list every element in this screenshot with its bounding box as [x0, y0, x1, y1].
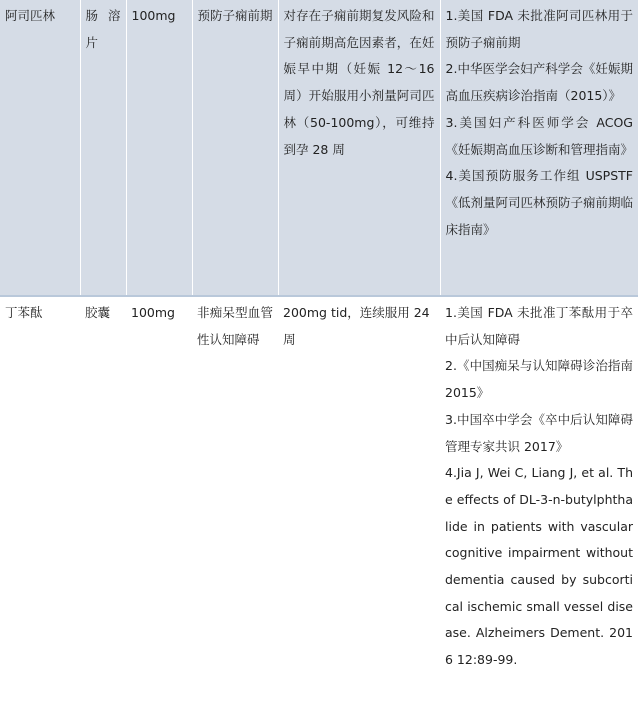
table-row [0, 0, 638, 296]
usage-cell: 200mg tid，连续服用 24 周 [278, 296, 440, 676]
drug-name-cell: 阿司匹林 [0, 0, 80, 296]
usage-cell: 对存在子痫前期复发风险和子痫前期高危因素者，在妊娠早中期（妊娠 12～16 周）开始服用小剂量阿司匹林（50-100mg），可维持到孕 28 周 [278, 0, 440, 296]
references-cell [440, 296, 638, 676]
table-row [0, 296, 638, 676]
reference-item: 1.美国 FDA 未批准丁苯酞用于卒中后认知障碍 [445, 305, 633, 347]
indication-cell: 预防子痫前期 [192, 0, 278, 296]
reference-item: 3.中国卒中学会《卒中后认知障碍管理专家共识 2017》 [445, 411, 633, 454]
dosage-form-cell: 胶囊 [80, 296, 126, 676]
dosage-form-cell: 肠溶片 [80, 0, 126, 296]
references-cell [440, 0, 638, 296]
drug-name-cell: 丁苯酞 [0, 296, 80, 676]
reference-item: 2.《中国痴呆与认知障碍诊治指南 2015》 [445, 358, 633, 401]
dose-cell: 100mg [126, 296, 192, 676]
reference-item: 2.中华医学会妇产科学会《妊娠期高血压疾病诊治指南（2015）》 [445, 61, 633, 104]
dose-cell: 100mg [126, 0, 192, 296]
reference-item: 4.Jia J, Wei C, Liang J, et al. The effects of DL-3-n-butylphthalide in patients with vascular cognitive impairment without dementia caused by subcortical ischemic small vessel disease. Alzheimers Dement. 2016 12:89-99. [445, 465, 633, 668]
reference-item: 1.美国 FDA 未批准阿司匹林用于预防子痫前期 [445, 8, 633, 50]
reference-item: 3.美国妇产科医师学会 ACOG《妊娠期高血压诊断和管理指南》 [445, 114, 634, 157]
indication-cell: 非痴呆型血管性认知障碍 [192, 296, 278, 676]
reference-item: 4.美国预防服务工作组 USPSTF《低剂量阿司匹林预防子痫前期临床指南》 [445, 168, 634, 237]
